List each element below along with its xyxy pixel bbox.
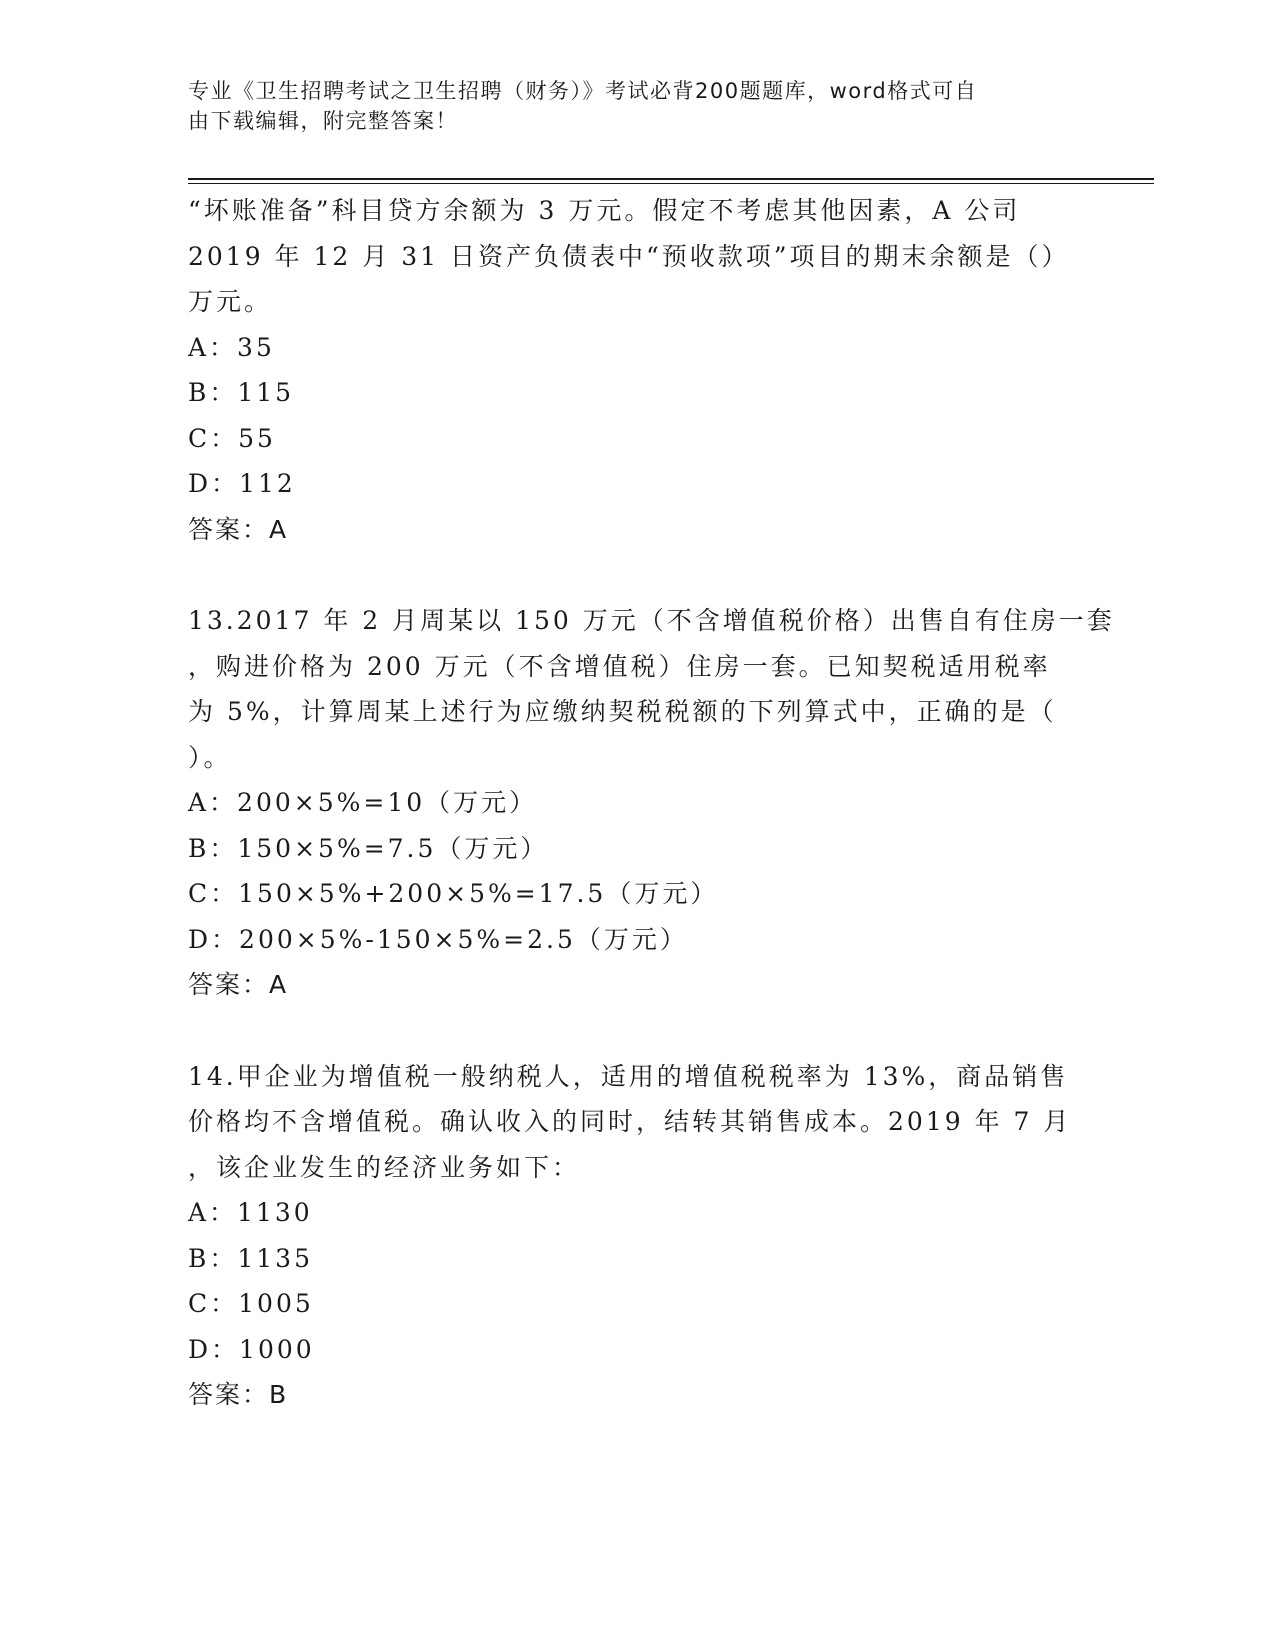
- option-b: B：1135: [188, 1243, 313, 1273]
- header-line-1: 专业《卫生招聘考试之卫生招聘（财务）》考试必背200题题库，word格式可自: [188, 79, 978, 103]
- spacer: [188, 1008, 1088, 1054]
- option-a: A：200×5%=10（万元）: [188, 788, 538, 817]
- question-stem-line: ，购进价格为 200 万元（不含增值税）住房一套。已知契税适用税率: [188, 651, 1051, 681]
- question-stem-line: 价格均不含增值税。确认收入的同时，结转其销售成本。2019 年 7 月: [188, 1107, 1072, 1136]
- document-header: [188, 76, 1068, 136]
- option-b: B：115: [188, 378, 295, 407]
- option-d: D：112: [188, 469, 296, 498]
- answer-line: 答案：A: [188, 514, 289, 544]
- option-c: C：55: [188, 423, 276, 453]
- question-block: [188, 598, 1115, 1008]
- spacer: [188, 552, 1088, 598]
- question-stem-line: 为 5%，计算周某上述行为应缴纳契税税额的下列算式中，正确的是（: [188, 697, 1057, 726]
- answer-line: 答案：B: [188, 1380, 289, 1409]
- option-a: A：35: [188, 332, 275, 362]
- document-body: [188, 188, 1115, 1418]
- option-d: D：200×5%-150×5%=2.5（万元）: [188, 924, 688, 954]
- question-block: [188, 188, 1088, 552]
- option-b: B：150×5%=7.5（万元）: [188, 833, 549, 863]
- question-block: [188, 1054, 1088, 1418]
- question-stem-line: ，该企业发生的经济业务如下：: [188, 1152, 581, 1182]
- header-divider-thin: [188, 183, 1154, 184]
- question-stem-line: ）。: [188, 742, 232, 772]
- option-a: A：1130: [188, 1198, 313, 1227]
- question-stem-line: “坏账准备”科目贷方余额为 3 万元。假定不考虑其他因素，A 公司: [188, 196, 1021, 225]
- option-d: D：1000: [188, 1334, 315, 1364]
- option-c: C：1005: [188, 1289, 314, 1318]
- question-stem-line: 2019 年 12 月 31 日资产负债表中“预收款项”项目的期末余额是（）: [188, 241, 1070, 271]
- header-divider-thick: [188, 178, 1154, 180]
- answer-line: 答案：A: [188, 970, 289, 999]
- option-c: C：150×5%+200×5%=17.5（万元）: [188, 879, 719, 908]
- header-line-2: 由下载编辑，附完整答案！: [188, 109, 458, 133]
- question-stem-line: 万元。: [188, 287, 273, 316]
- question-stem-line: 14.甲企业为增值税一般纳税人，适用的增值税税率为 13%，商品销售: [188, 1061, 1069, 1091]
- question-stem-line: 13.2017 年 2 月周某以 150 万元（不含增值税价格）出售自有住房一套: [188, 606, 1115, 635]
